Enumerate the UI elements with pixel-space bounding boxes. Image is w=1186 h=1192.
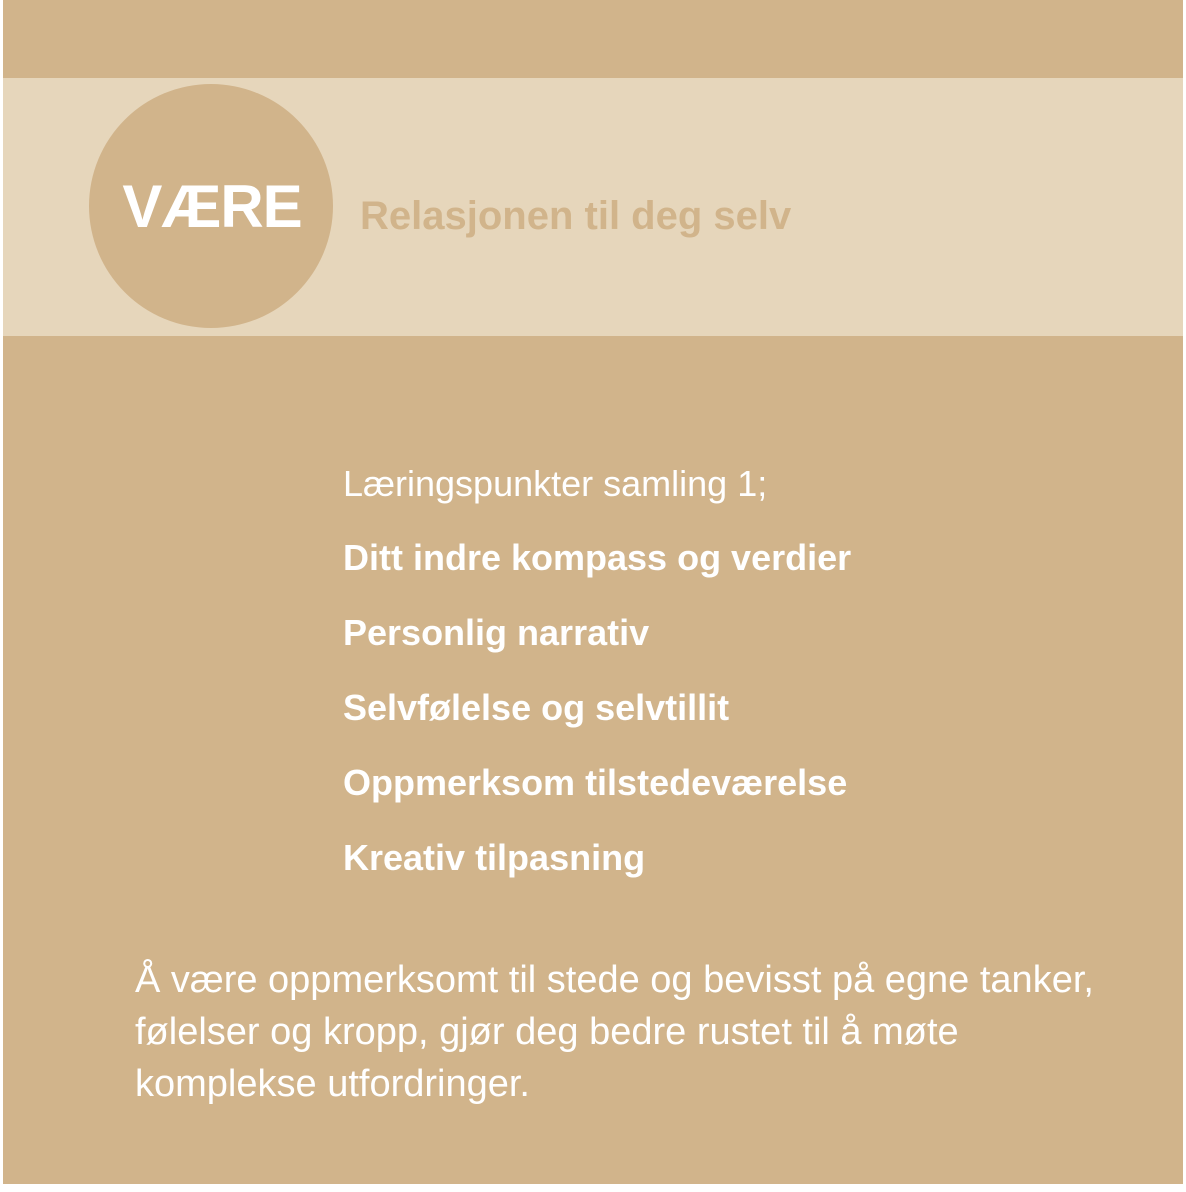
learning-point-item: Personlig narrativ: [343, 612, 650, 653]
learning-point-item: Ditt indre kompass og verdier: [343, 537, 852, 578]
learning-point-item: Oppmerksom tilstedeværelse: [343, 762, 848, 803]
learning-points-heading: Læringspunkter samling 1;: [343, 463, 768, 504]
page-subtitle: Relasjonen til deg selv: [360, 194, 792, 238]
learning-point-item: Kreativ tilpasning: [343, 837, 646, 878]
learning-point-item: Selvfølelse og selvtillit: [343, 687, 730, 728]
badge-circle: [89, 84, 333, 328]
learning-points-section: [343, 458, 851, 907]
badge-title: VÆRE: [122, 172, 302, 240]
description-paragraph: Å være oppmerksomt til stede og bevisst på egne tanker, følelser og kropp, gjør deg bedre rustet til å møte komplekse utfordringer.: [135, 959, 1094, 1105]
learning-points-list: [343, 532, 851, 884]
content-card: [3, 0, 1183, 1184]
